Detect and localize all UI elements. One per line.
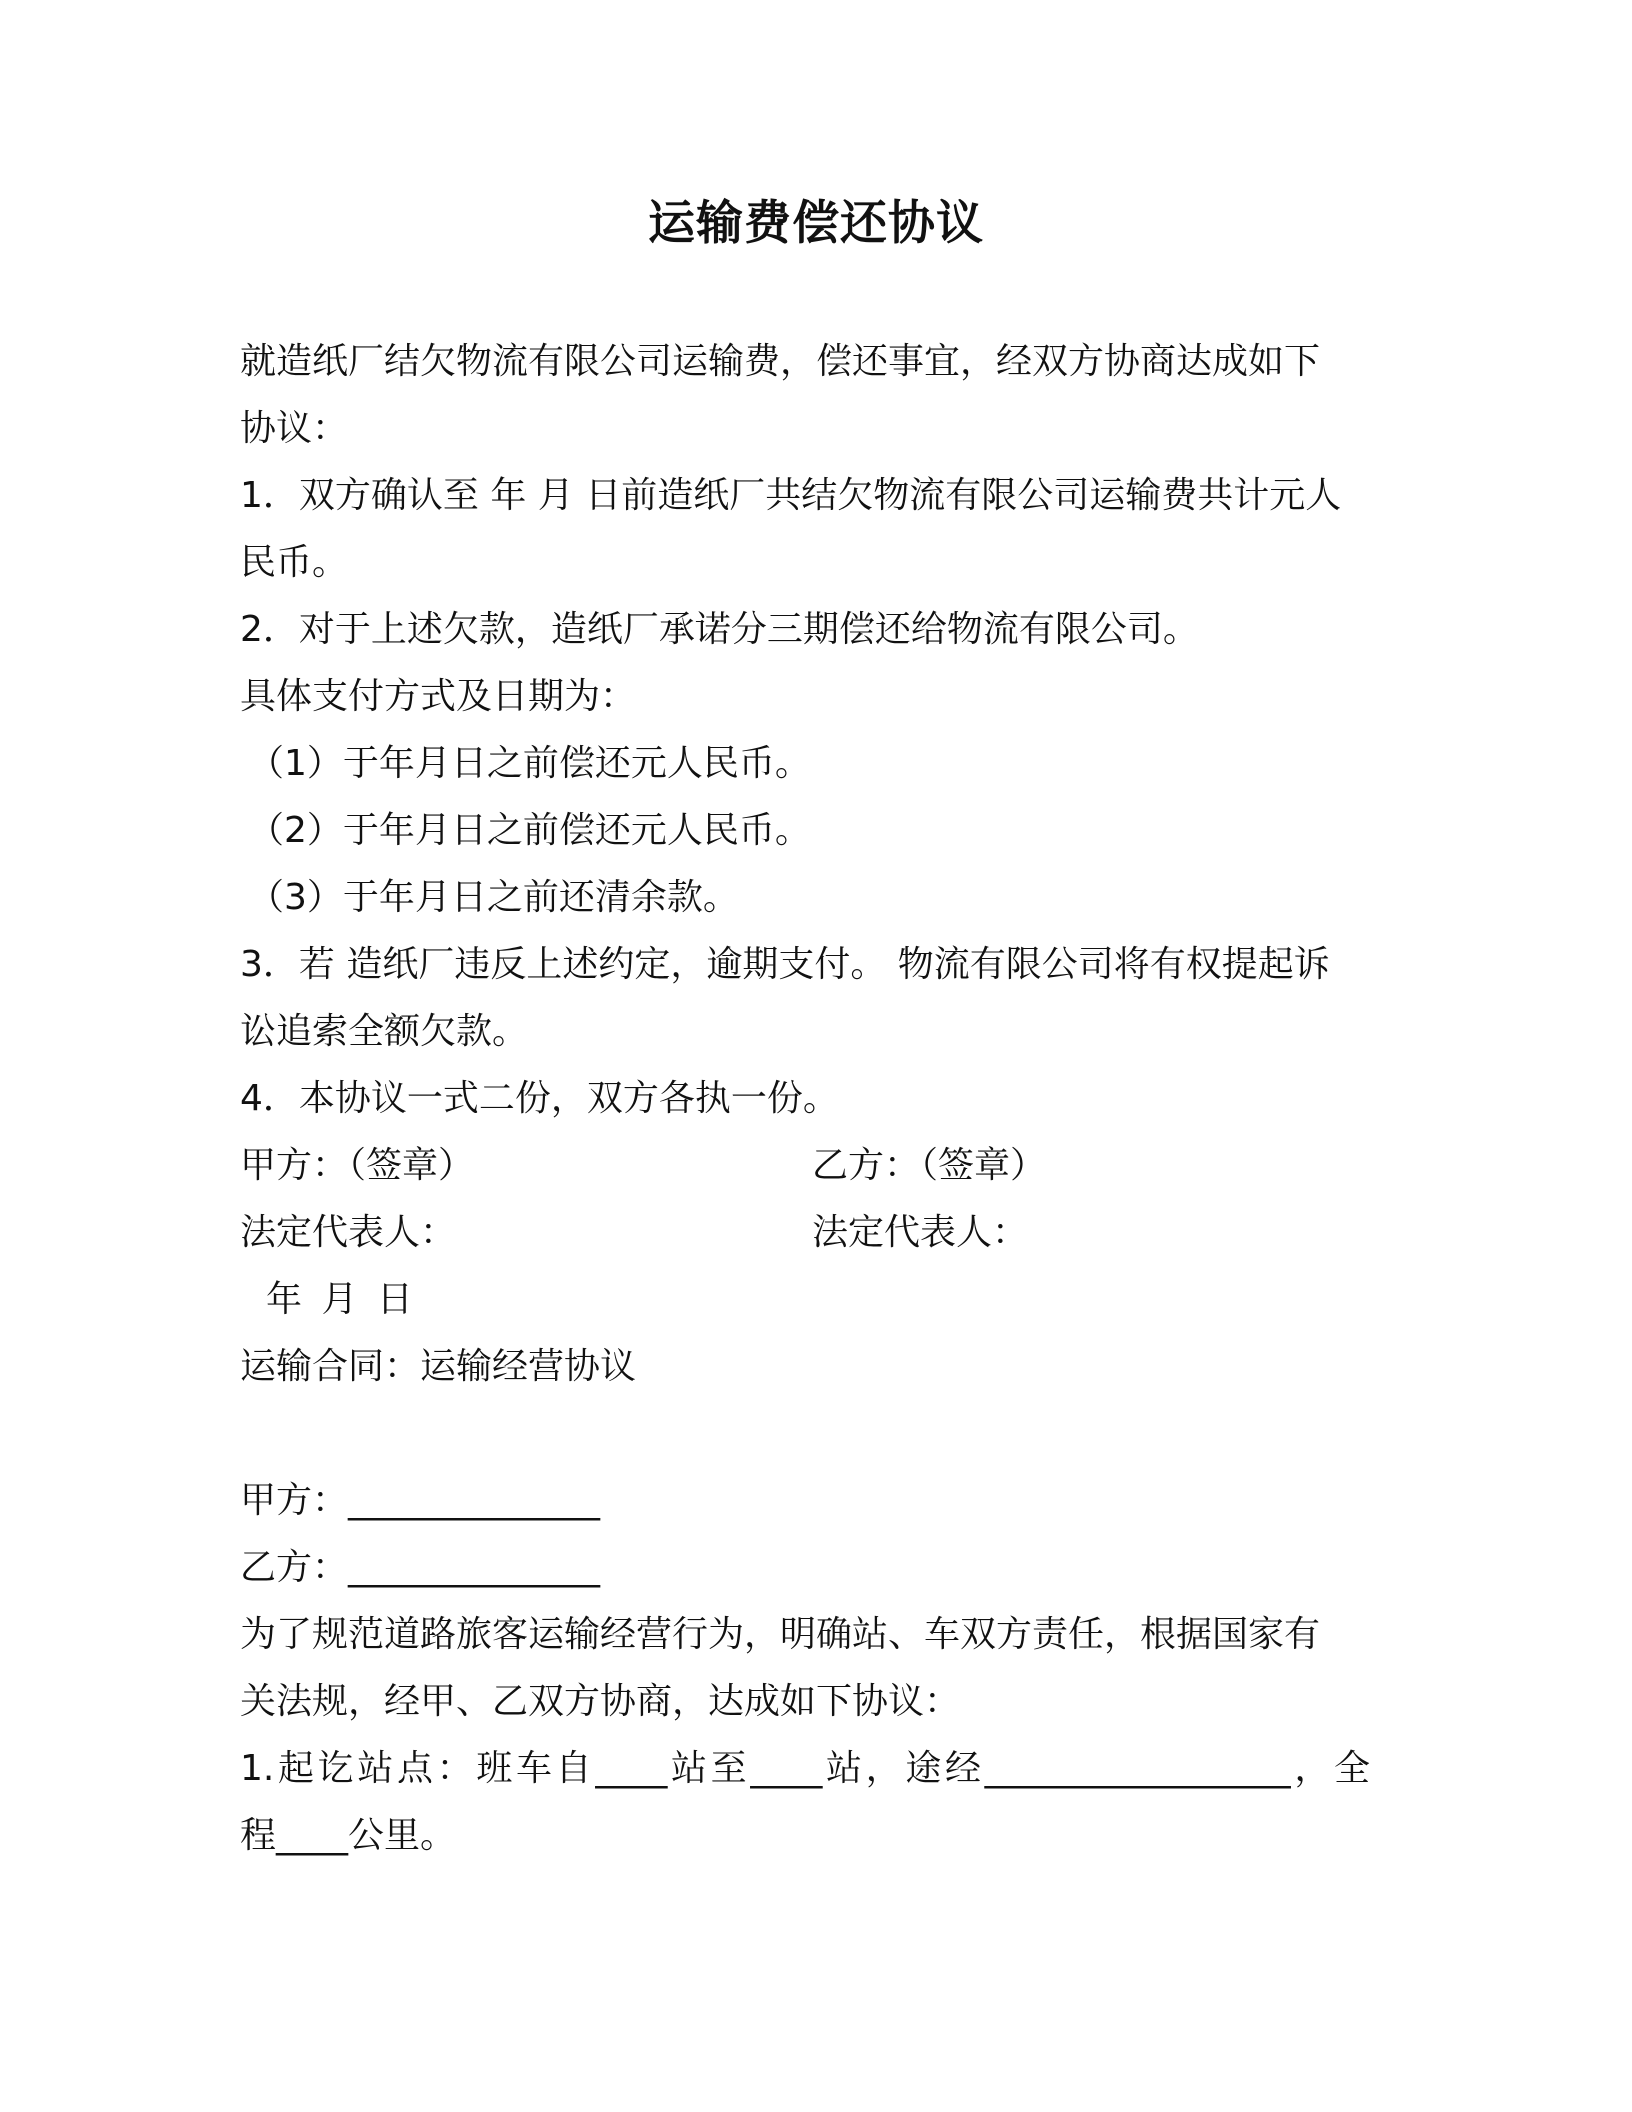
- intro-line-1: 就造纸厂结欠物流有限公司运输费，偿还事宜，经双方协商达成如下: [240, 341, 1321, 382]
- section-2-party-b: 乙方：______________: [240, 1547, 601, 1588]
- party-b-seal: 乙方：（签章）: [812, 1145, 1047, 1186]
- party-b-representative: 法定代表人：: [812, 1212, 1029, 1253]
- clause-1-line-1: 1．双方确认至 年 月 日前造纸厂共结欠物流有限公司运输费共计元人: [240, 475, 1342, 516]
- party-a-representative: 法定代表人：: [240, 1212, 457, 1253]
- section-2-paragraph-1: 为了规范道路旅客运输经营行为，明确站、车双方责任，根据国家有: [240, 1614, 1321, 1655]
- section-2-paragraph-2: 关法规，经甲、乙双方协商，达成如下协议：: [240, 1681, 961, 1722]
- document-body: [240, 328, 1370, 1869]
- section-2-clause-1-line-1: 1.起讫站点：班车自____站至____站，途经_________________，全: [240, 1748, 1370, 1789]
- clause-1-line-2: 民币。: [240, 542, 349, 583]
- payment-item-2: （2）于年月日之前偿还元人民币。: [248, 810, 811, 851]
- clause-3-line-2: 讼追索全额欠款。: [240, 1011, 529, 1052]
- signature-date: 年 月 日: [266, 1279, 413, 1320]
- clause-3-line-1: 3．若 造纸厂违反上述约定，逾期支付。 物流有限公司将有权提起诉: [240, 944, 1330, 985]
- clause-2: 2．对于上述欠款，造纸厂承诺分三期偿还给物流有限公司。: [240, 609, 1199, 650]
- signature-rep-row: [240, 1199, 1370, 1266]
- party-a-seal: 甲方：（签章）: [240, 1145, 475, 1186]
- blank-gap: [240, 1400, 1370, 1467]
- payment-item-3: （3）于年月日之前还清余款。: [248, 877, 739, 918]
- section-2-clause-1-line-2: 程____公里。: [240, 1815, 457, 1856]
- clause-4: 4．本协议一式二份，双方各执一份。: [240, 1078, 839, 1119]
- document-title: 运输费偿还协议: [648, 196, 984, 251]
- payment-method-heading: 具体支付方式及日期为：: [240, 676, 637, 717]
- payment-item-1: （1）于年月日之前偿还元人民币。: [248, 743, 811, 784]
- signature-seal-row: [240, 1132, 1370, 1199]
- intro-line-2: 协议：: [240, 408, 349, 449]
- section-2-party-a: 甲方：______________: [240, 1480, 601, 1521]
- section-2-heading: 运输合同：运输经营协议: [240, 1346, 637, 1387]
